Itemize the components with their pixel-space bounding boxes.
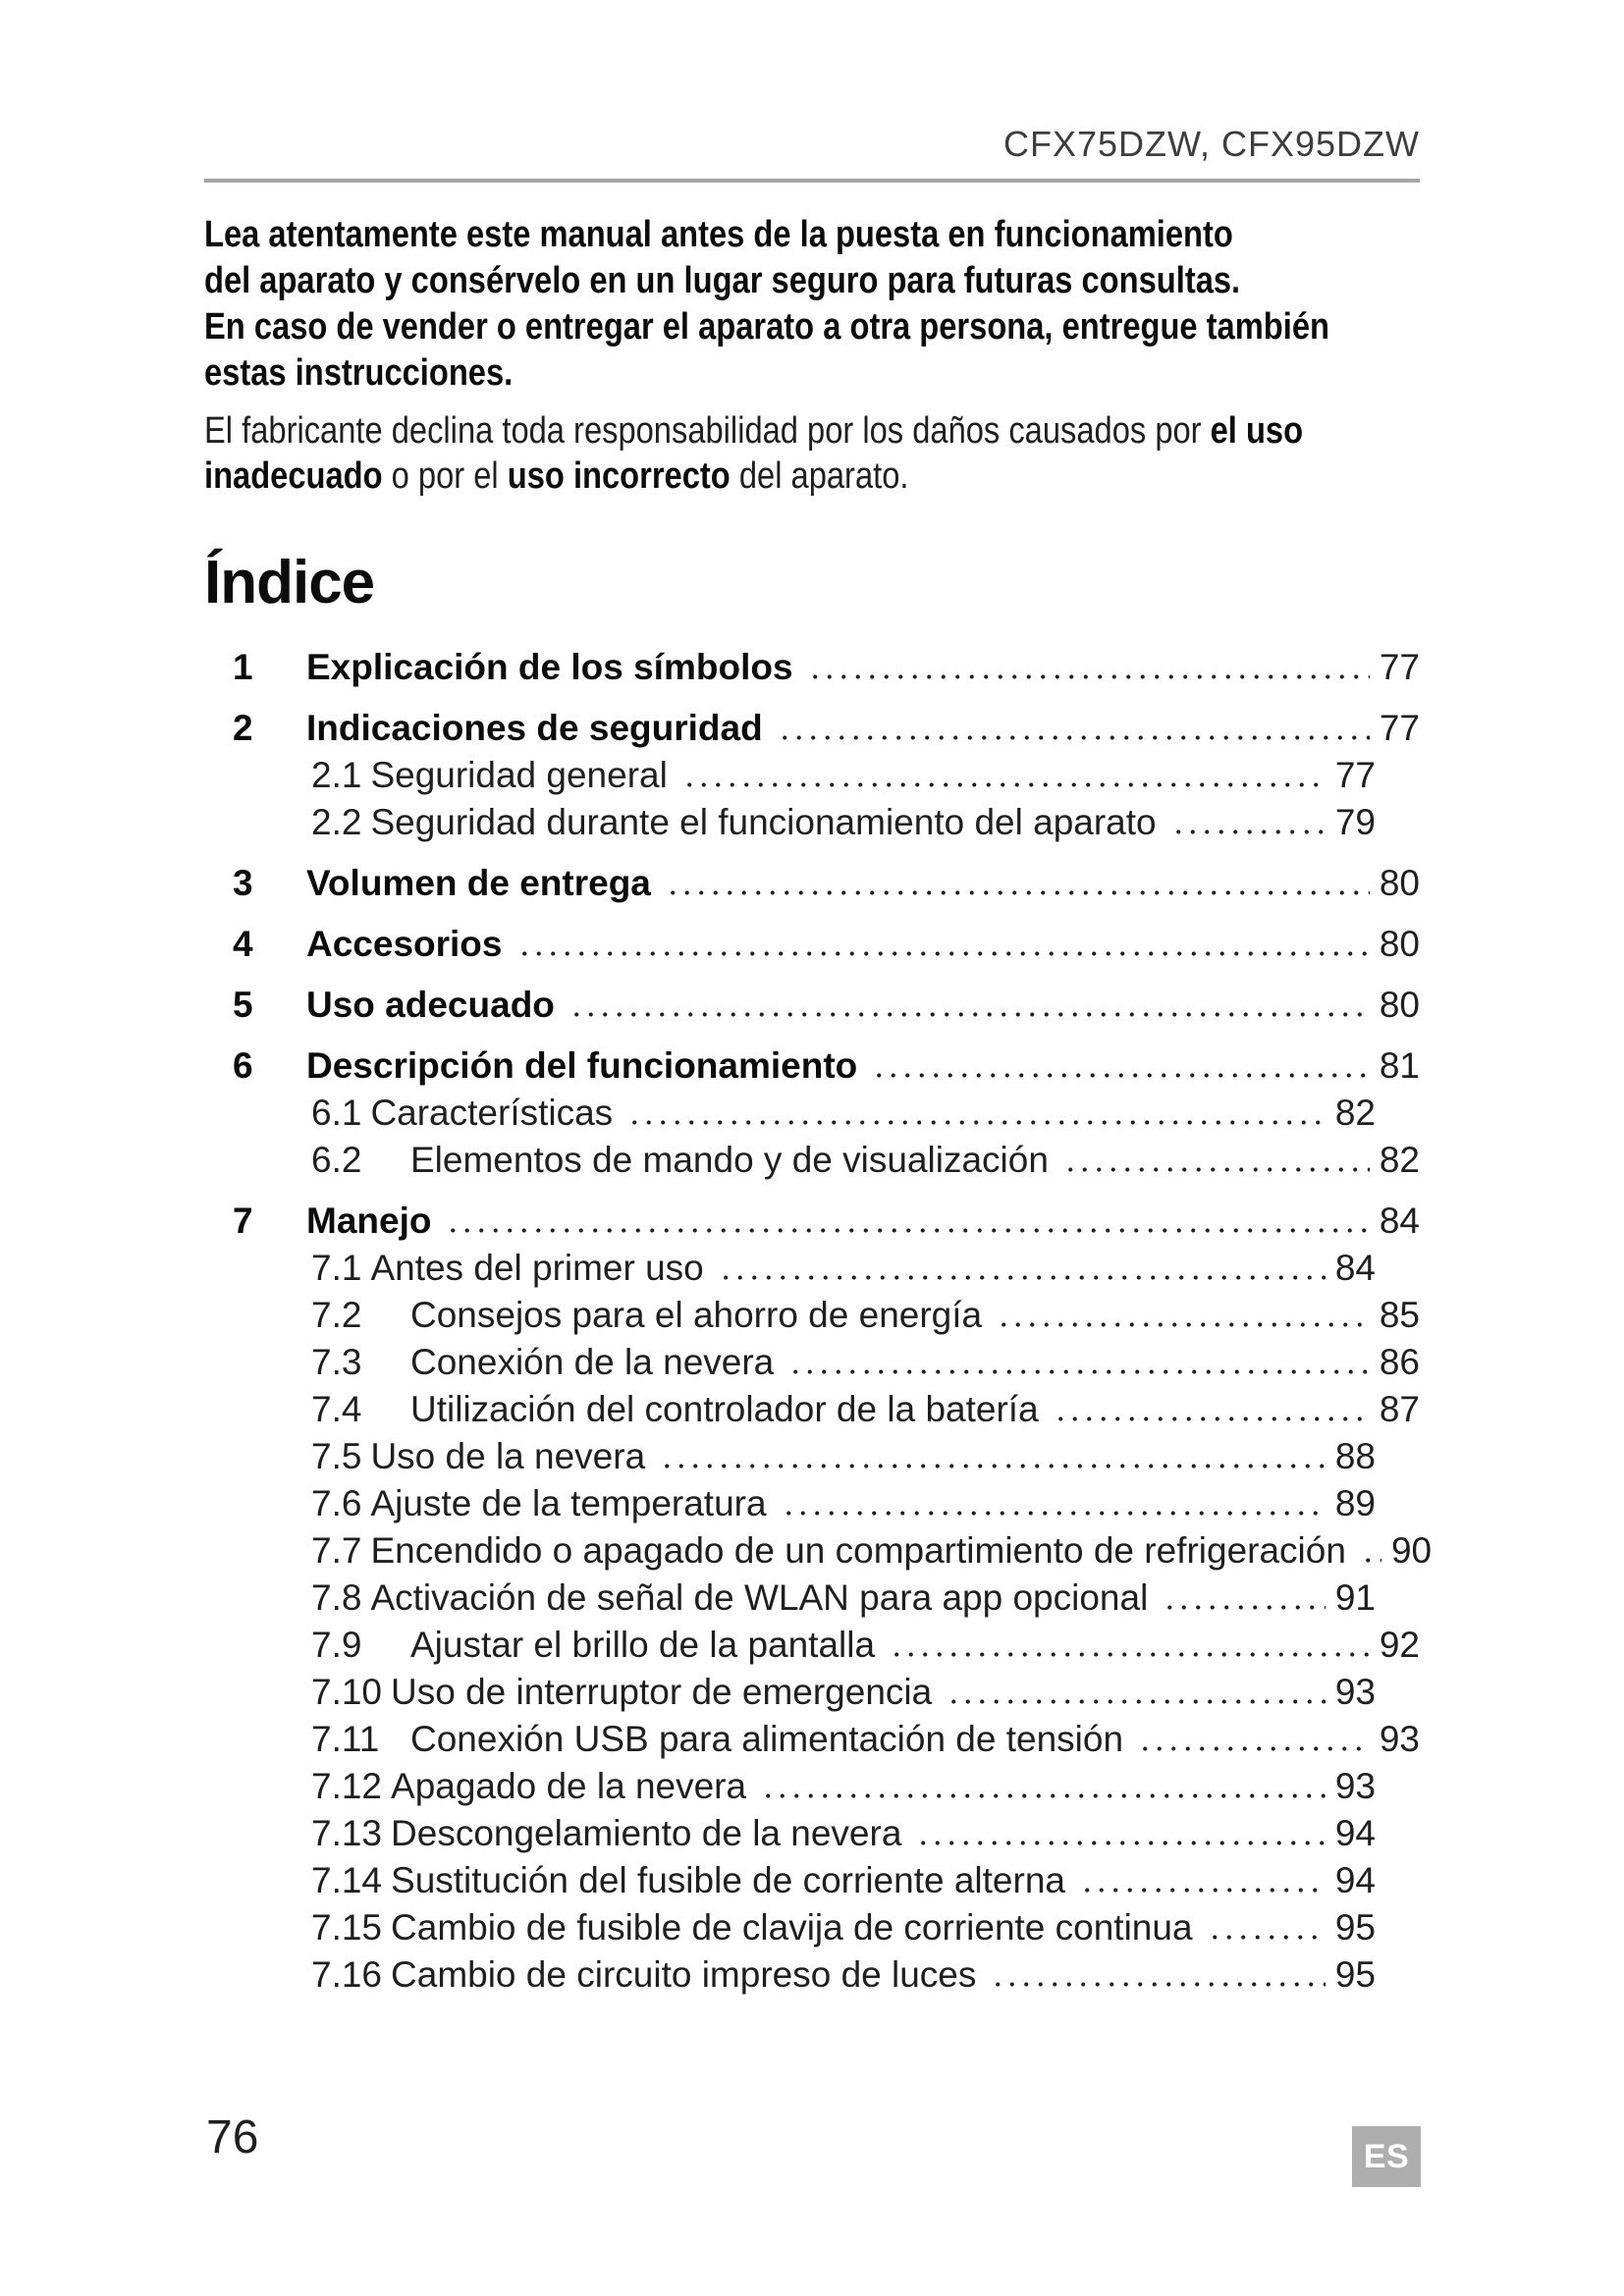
- toc-entry-number: 7.2: [311, 1295, 362, 1335]
- toc-entry-label: Conexión de la nevera: [410, 1342, 775, 1382]
- toc-entry-number: 6.2: [311, 1140, 362, 1180]
- toc-entry-number: 7.11: [311, 1719, 380, 1759]
- toc-entry-number: 3: [233, 863, 253, 903]
- toc-entry-number: 7.16: [311, 1954, 383, 1995]
- toc-entry-page: 88: [1334, 1436, 1376, 1476]
- toc-dot-leader: [1135, 1716, 1370, 1763]
- toc-entry: [204, 1480, 1420, 1527]
- toc-entry-label: Ajuste de la temperatura: [370, 1483, 767, 1523]
- footer-page-number: 76: [206, 2111, 259, 2163]
- toc-dot-leader: [869, 1042, 1370, 1090]
- toc-entry: [204, 1575, 1420, 1622]
- toc-dot-leader: [805, 644, 1370, 691]
- toc-entry-page: 93: [1334, 1766, 1376, 1806]
- toc-entry-label: Apagado de la nevera: [391, 1766, 747, 1806]
- toc-dot-leader: [567, 982, 1370, 1029]
- toc-dot-leader: [887, 1622, 1370, 1669]
- toc-entry-page: 87: [1379, 1389, 1420, 1429]
- toc-entry-page: 81: [1379, 1045, 1420, 1086]
- toc-dot-leader: [1168, 799, 1326, 846]
- toc-entry-label: Utilización del controlador de la batería: [410, 1389, 1039, 1429]
- toc-entry: [204, 1904, 1420, 1951]
- toc-entry-page: 94: [1334, 1860, 1376, 1900]
- toc-entry: [204, 860, 1420, 907]
- toc-entry-label: Consejos para el ahorro de energía: [410, 1295, 983, 1335]
- intro-line: estas instrucciones.: [204, 352, 514, 394]
- toc-dot-leader: [443, 1198, 1369, 1245]
- toc-dot-leader: [775, 705, 1370, 752]
- toc-entry: [204, 1433, 1420, 1480]
- intro-paragraph: [204, 212, 1417, 397]
- toc-entry-number: 6: [233, 1045, 253, 1086]
- toc-entry-label: Características: [370, 1093, 614, 1133]
- toc-entry-number: 7.12: [311, 1766, 383, 1806]
- toc-entry-label: Uso de interruptor de emergencia: [391, 1672, 933, 1712]
- text-segment: inadecuado: [204, 455, 383, 497]
- toc-entry: [204, 752, 1420, 799]
- toc-dot-leader: [663, 860, 1370, 907]
- language-badge: [1352, 2126, 1421, 2187]
- toc-entry-label: Elementos de mando y de visualización: [410, 1140, 1049, 1180]
- toc-dot-leader: [994, 1292, 1370, 1339]
- toc-entry-number: 7.4: [311, 1389, 362, 1429]
- toc-entry-number: 2.2: [311, 802, 362, 842]
- toc-entry-label: Explicación de los símbolos: [306, 647, 793, 687]
- toc-entry-number: 7.15: [311, 1907, 383, 1948]
- toc-entry-page: 86: [1379, 1342, 1420, 1382]
- toc-entry-page: 77: [1379, 708, 1420, 748]
- toc-entry: [204, 1090, 1420, 1137]
- toc-entry-number: 7.1: [311, 1248, 362, 1288]
- disclaimer-line: [204, 454, 1417, 499]
- toc-dot-leader: [1160, 1575, 1326, 1622]
- toc-entry: [204, 1951, 1420, 1999]
- toc-dot-leader: [624, 1090, 1326, 1137]
- toc-entry-page: 95: [1334, 1954, 1376, 1995]
- header-divider: [204, 179, 1420, 183]
- toc-entry-number: 1: [233, 647, 253, 687]
- toc-dot-leader: [779, 1480, 1326, 1527]
- intro-line: del aparato y consérvelo en un lugar seguro para futuras consultas.: [204, 260, 1241, 301]
- toc-entry-number: 7.14: [311, 1860, 383, 1900]
- toc-entry-number: 7.5: [311, 1436, 362, 1476]
- toc-list: [204, 644, 1433, 1999]
- toc-entry: [204, 705, 1420, 752]
- toc-entry: [204, 1763, 1420, 1810]
- toc-entry-number: 7.10: [311, 1672, 383, 1712]
- toc-dot-leader: [679, 752, 1326, 799]
- toc-entry-page: 90: [1390, 1530, 1433, 1571]
- toc-dot-leader: [716, 1245, 1326, 1292]
- toc-dot-leader: [913, 1810, 1325, 1857]
- toc-entry-label: Descongelamiento de la nevera: [391, 1813, 902, 1853]
- page-content: [204, 0, 1433, 1999]
- toc-entry: [204, 1527, 1433, 1575]
- toc-entry-number: 7.3: [311, 1342, 362, 1382]
- toc-entry: [204, 1669, 1420, 1716]
- toc-entry-label: Ajustar el brillo de la pantalla: [410, 1625, 876, 1665]
- toc-entry-page: 82: [1379, 1140, 1420, 1180]
- toc-entry-page: 91: [1334, 1577, 1376, 1618]
- toc-dot-leader: [657, 1433, 1326, 1480]
- toc-entry: [204, 1857, 1420, 1904]
- toc-entry-number: 5: [233, 985, 253, 1025]
- toc-entry-label: Indicaciones de seguridad: [306, 708, 763, 748]
- toc-entry-page: 80: [1379, 924, 1420, 964]
- toc-entry: [204, 1198, 1420, 1245]
- toc-title: Índice: [204, 549, 375, 616]
- toc-entry-label: Encendido o apagado de un compartimiento de refrigeración: [370, 1530, 1346, 1571]
- toc-entry-number: 7.7: [311, 1530, 362, 1571]
- toc-entry: [204, 1386, 1420, 1433]
- toc-entry-page: 85: [1379, 1295, 1420, 1335]
- toc-entry-label: Seguridad durante el funcionamiento del aparato: [370, 802, 1157, 842]
- text-segment: del aparato.: [730, 455, 909, 497]
- toc-entry-label: Cambio de circuito impreso de luces: [391, 1954, 977, 1995]
- toc-entry: [204, 1292, 1420, 1339]
- toc-entry-page: 84: [1379, 1201, 1420, 1241]
- toc-entry-label: Cambio de fusible de clavija de corriente continua: [391, 1907, 1193, 1948]
- toc-entry-label: Uso adecuado: [306, 985, 555, 1025]
- toc-entry-number: 6.1: [311, 1093, 362, 1133]
- toc-entry-label: Seguridad general: [370, 755, 668, 795]
- toc-dot-leader: [1358, 1527, 1381, 1575]
- toc-dot-leader: [758, 1763, 1326, 1810]
- toc-entry-label: Sustitución del fusible de corriente alterna: [391, 1860, 1065, 1900]
- toc-entry-label: Manejo: [306, 1201, 432, 1241]
- intro-line: En caso de vender o entregar el aparato a otra persona, entregue también: [204, 306, 1329, 347]
- text-segment: el uso: [1210, 410, 1304, 452]
- toc-dot-leader: [944, 1669, 1326, 1716]
- toc-entry-page: 77: [1334, 755, 1376, 795]
- toc-entry: [204, 982, 1420, 1029]
- text-segment: uso incorrecto: [507, 455, 731, 497]
- toc-entry-number: 7.13: [311, 1813, 383, 1853]
- toc-entry-page: 80: [1379, 985, 1420, 1025]
- toc-entry-label: Volumen de entrega: [306, 863, 651, 903]
- disclaimer-line: [204, 408, 1417, 454]
- toc-entry-label: Antes del primer uso: [370, 1248, 704, 1288]
- toc-entry-page: 95: [1334, 1907, 1376, 1948]
- toc-entry-number: 7: [233, 1201, 253, 1241]
- toc-entry-page: 94: [1334, 1813, 1376, 1853]
- toc-entry-page: 93: [1379, 1719, 1420, 1759]
- toc-entry-page: 79: [1334, 802, 1376, 842]
- toc-entry-label: Conexión USB para alimentación de tensión: [410, 1719, 1124, 1759]
- text-segment: El fabricante declina toda responsabilidad por los daños causados por: [204, 410, 1211, 452]
- toc-dot-leader: [1077, 1857, 1326, 1904]
- toc-entry: [204, 644, 1420, 691]
- intro-line: Lea atentamente este manual antes de la puesta en funcionamiento: [204, 214, 1233, 255]
- toc-entry: [204, 1245, 1420, 1292]
- toc-dot-leader: [1060, 1137, 1370, 1184]
- toc-entry-number: 2.1: [311, 755, 362, 795]
- toc-entry-label: Descripción del funcionamiento: [306, 1045, 858, 1086]
- toc-entry-page: 82: [1334, 1093, 1376, 1133]
- toc-entry: [204, 1810, 1420, 1857]
- toc-dot-leader: [988, 1951, 1325, 1999]
- toc-entry: [204, 799, 1420, 846]
- toc-entry-page: 80: [1379, 863, 1420, 903]
- toc-dot-leader: [514, 921, 1370, 968]
- toc-entry-number: 2: [233, 708, 253, 748]
- header-model-names: CFX75DZW, CFX95DZW: [1002, 124, 1420, 164]
- toc-entry-page: 89: [1334, 1483, 1376, 1523]
- toc-entry: [204, 1339, 1420, 1386]
- toc-entry: [204, 1042, 1420, 1090]
- toc-entry-page: 92: [1379, 1625, 1420, 1665]
- disclaimer-paragraph: [204, 408, 1417, 499]
- toc-entry-number: 7.8: [311, 1577, 362, 1618]
- toc-entry-number: 7.9: [311, 1625, 362, 1665]
- language-badge-label: ES: [1363, 2137, 1410, 2175]
- text-segment: o por el: [382, 455, 508, 497]
- toc-dot-leader: [785, 1339, 1370, 1386]
- toc-dot-leader: [1051, 1386, 1370, 1433]
- toc-entry-label: Activación de señal de WLAN para app opcional: [370, 1577, 1149, 1618]
- toc-entry-page: 77: [1379, 647, 1420, 687]
- toc-entry-label: Accesorios: [306, 924, 503, 964]
- toc-entry-label: Uso de la nevera: [370, 1436, 646, 1476]
- toc-entry-page: 93: [1334, 1672, 1376, 1712]
- toc-entry: [204, 1622, 1420, 1669]
- toc-entry: [204, 921, 1420, 968]
- toc-entry-number: 7.6: [311, 1483, 362, 1523]
- toc-dot-leader: [1205, 1904, 1326, 1951]
- toc-entry-number: 4: [233, 924, 253, 964]
- toc-entry: [204, 1137, 1420, 1184]
- toc-entry: [204, 1716, 1420, 1763]
- toc-entry-page: 84: [1334, 1248, 1376, 1288]
